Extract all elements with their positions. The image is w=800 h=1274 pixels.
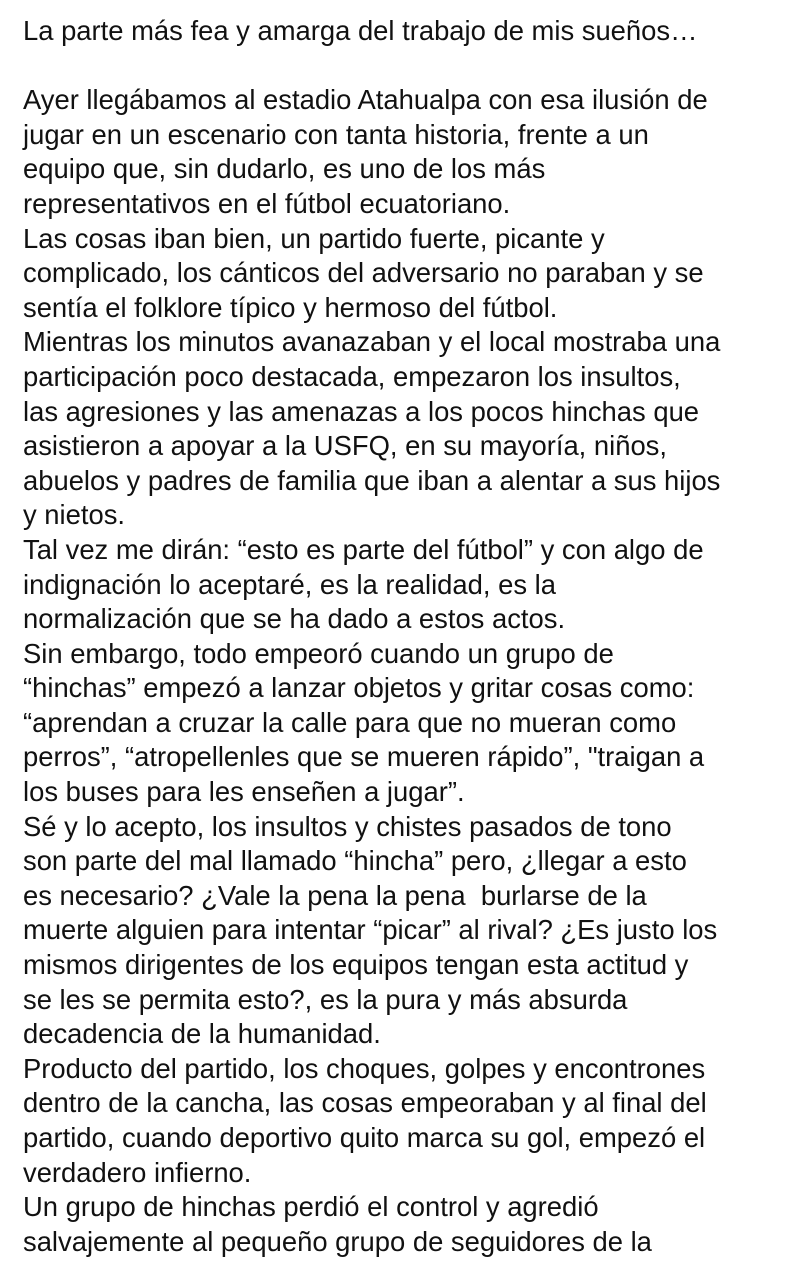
text-line: Producto del partido, los choques, golpes y encontrones	[23, 1052, 706, 1084]
text-line: Mientras los minutos avanazaban y el local mostraba una	[23, 326, 721, 358]
text-line: y nietos.	[23, 499, 126, 531]
text-line: Tal vez me dirán: “esto es parte del fútbol” y con algo de	[23, 533, 704, 565]
text-line: Sé y lo acepto, los insultos y chistes pasados de tono	[23, 810, 672, 842]
text-line: los buses para les enseñen a jugar”.	[23, 776, 465, 808]
text-line: dentro de la cancha, las cosas empeoraban y al final del	[23, 1087, 707, 1119]
text-line: Un grupo de hinchas perdió el control y agredió	[23, 1191, 599, 1223]
text-line: Las cosas iban bien, un partido fuerte, picante y	[23, 222, 605, 254]
text-line: equipo que, sin dudarlo, es uno de los más	[23, 153, 546, 185]
text-line: mismos dirigentes de los equipos tengan esta actitud y	[23, 949, 689, 981]
blank-line	[23, 49, 780, 84]
text-line: indignación lo aceptaré, es la realidad, es la	[23, 568, 556, 600]
text-line: perros”, “atropellenles que se mueren rápido”, "traigan a	[23, 741, 705, 773]
text-line: sentía el folklore típico y hermoso del fútbol.	[23, 291, 558, 323]
text-line: verdadero infierno.	[23, 1156, 252, 1188]
text-line: participación poco destacada, empezaron los insultos,	[23, 360, 681, 392]
text-line: representativos en el fútbol ecuatoriano.	[23, 187, 511, 219]
text-line: complicado, los cánticos del adversario no paraban y se	[23, 257, 704, 289]
text-line: jugar en un escenario con tanta historia, frente a un	[23, 118, 649, 150]
text-line: “aprendan a cruzar la calle para que no mueran como	[23, 706, 677, 738]
text-line: salvajemente al pequeño grupo de seguidores de la	[23, 1225, 652, 1257]
text-line: partido, cuando deportivo quito marca su gol, empezó el	[23, 1122, 706, 1153]
post-title-line: La parte más fea y amarga del trabajo de mis sueños…	[23, 15, 698, 46]
text-line: normalización que se ha dado a estos actos.	[23, 603, 566, 635]
text-line: Ayer llegábamos al estadio Atahualpa con esa ilusión de	[23, 84, 708, 116]
text-line: las agresiones y las amenazas a los pocos hinchas que	[23, 395, 700, 427]
text-line: Sin embargo, todo empeoró cuando un grupo de	[23, 637, 614, 669]
text-line: se les se permita esto?, es la pura y más absurda	[23, 983, 628, 1015]
text-line: muerte alguien para intentar “picar” al rival? ¿Es justo los	[23, 914, 718, 946]
text-line: decadencia de la humanidad.	[23, 1018, 381, 1050]
text-line: es necesario? ¿Vale la pena la pena burlarse de la	[23, 879, 647, 911]
text-line: asistieron a apoyar a la USFQ, en su mayoría, niños,	[23, 430, 667, 462]
text-line: abuelos y padres de familia que iban a alentar a sus hijos	[23, 464, 721, 496]
text-line: “hinchas” empezó a lanzar objetos y gritar cosas como:	[23, 672, 695, 704]
text-line: son parte del mal llamado “hincha” pero, ¿llegar a esto	[23, 845, 687, 877]
